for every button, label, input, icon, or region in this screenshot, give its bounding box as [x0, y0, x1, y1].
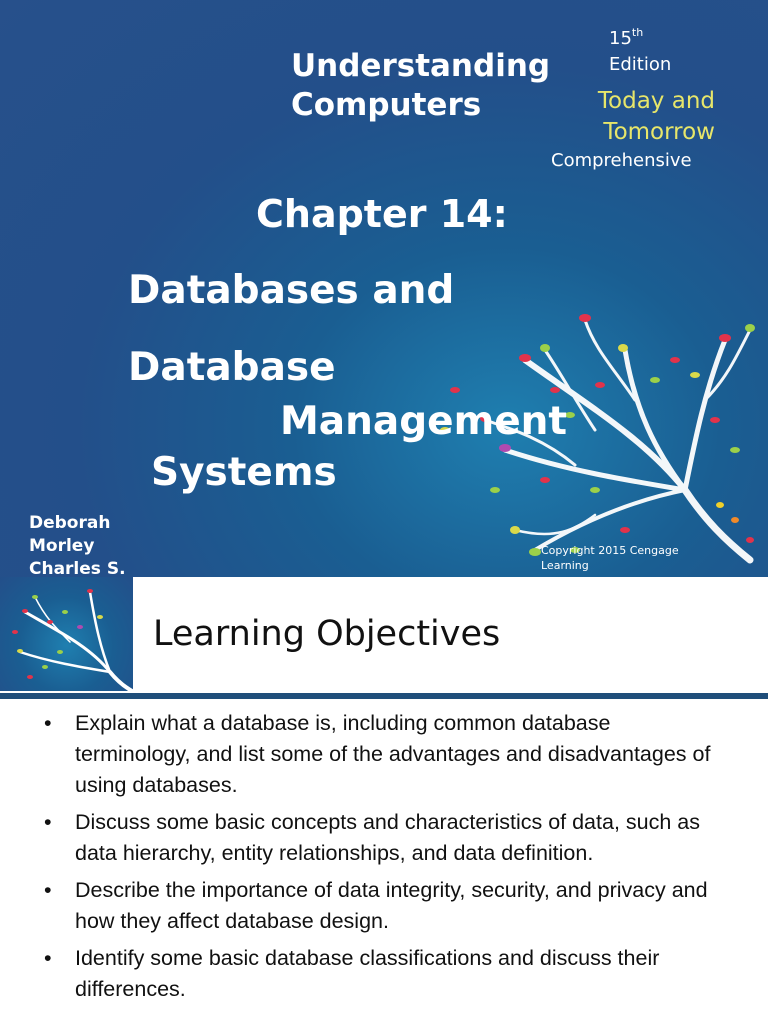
- edition-word: Edition: [609, 54, 672, 75]
- chapter-title-line: Databases and: [128, 268, 455, 313]
- tree-thumbnail: [0, 577, 133, 691]
- list-item: [0, 807, 768, 869]
- objective-text: Explain what a database is, including common database terminology, and list some of the advantages and disadvantages of using databases.: [75, 711, 711, 797]
- authors: [29, 512, 126, 577]
- book-title-line: Understanding: [291, 48, 551, 84]
- objectives-list: [0, 708, 768, 1011]
- tagline-line: Tomorrow: [603, 119, 715, 145]
- title-divider: [0, 693, 768, 699]
- objective-text: Identify some basic database classifications and discuss their differences.: [75, 946, 660, 1001]
- book-title: [291, 47, 550, 125]
- objective-text: Discuss some basic concepts and characteristics of data, such as data hierarchy, entity relationships, and data definition.: [75, 810, 700, 865]
- list-item: [0, 943, 768, 1005]
- book-variant: Comprehensive: [551, 150, 692, 171]
- chapter-title-line: Management: [280, 399, 568, 444]
- edition-number: 15: [609, 28, 632, 49]
- copyright-notice: Copyright 2015 Cengage Learning: [541, 544, 679, 572]
- objectives-slide: [0, 577, 768, 1024]
- edition-label: [609, 20, 671, 78]
- tree-thumbnail-art: [0, 577, 133, 691]
- edition-suffix: th: [631, 26, 644, 39]
- chapter-title-line: Systems: [151, 450, 337, 495]
- objective-text: Describe the importance of data integrity, security, and privacy and how they affect database design.: [75, 878, 708, 933]
- author-line: Charles S.: [29, 559, 126, 577]
- chapter-number: Chapter 14:: [256, 192, 508, 236]
- list-item: [0, 708, 768, 801]
- chapter-title-line: Database: [128, 345, 336, 390]
- book-title-line: Computers: [291, 87, 482, 123]
- list-item: [0, 875, 768, 937]
- author-line: Deborah: [29, 513, 111, 533]
- tagline-line: Today and: [597, 88, 715, 114]
- author-line: Morley: [29, 536, 95, 556]
- book-tagline: [585, 86, 715, 148]
- bullet-icon: •: [44, 810, 52, 834]
- bullet-icon: •: [44, 878, 52, 902]
- bullet-icon: •: [44, 946, 52, 970]
- slide-title: Learning Objectives: [153, 614, 501, 654]
- bullet-icon: •: [44, 711, 52, 735]
